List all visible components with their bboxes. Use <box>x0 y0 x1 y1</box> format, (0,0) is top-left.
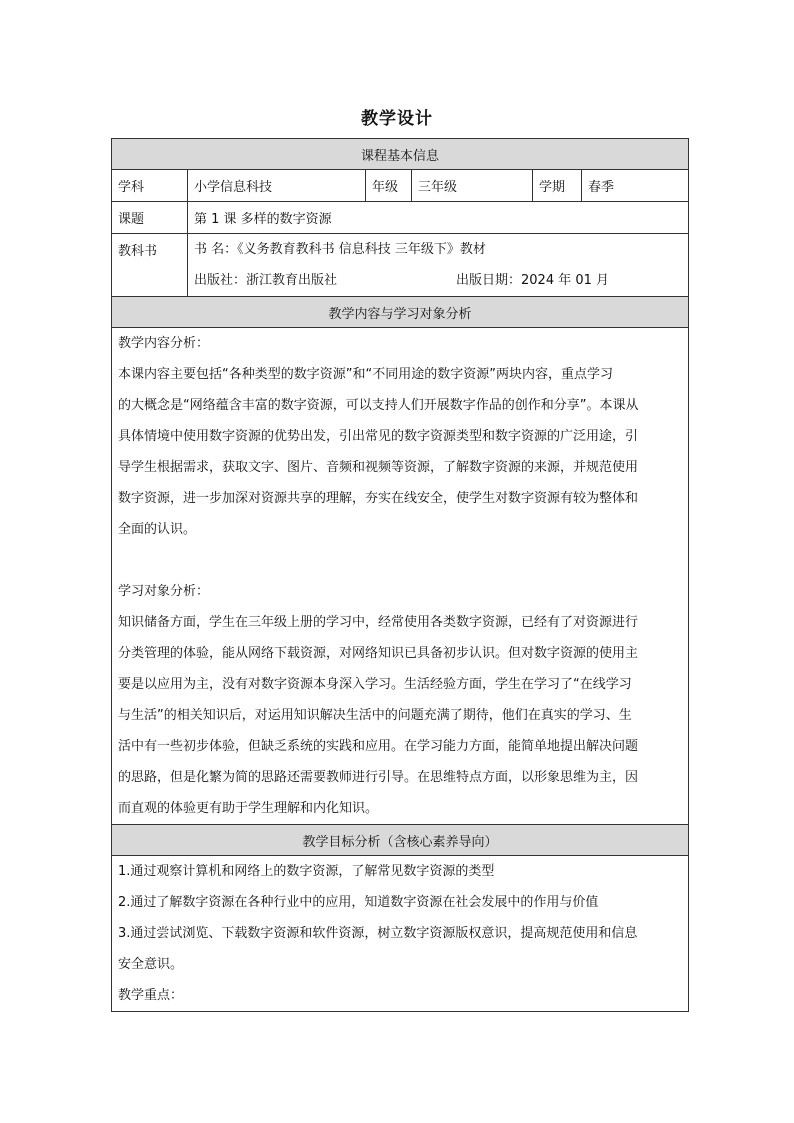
goal-line: 2.通过了解数字资源在各种行业中的应用，知道数字资源在社会发展中的作用与价值 <box>118 895 599 910</box>
learner-line: 活中有一些初步体验，但缺乏系统的实践和应用。在学习能力方面，能简单地提出解决问题 <box>118 739 639 754</box>
section-header-content-analysis: 教学内容与学习对象分析 <box>112 297 689 328</box>
goal-line: 3.通过尝试浏览、下载数字资源和软件资源，树立数字资源版权意识，提高规范使用和信息 <box>118 926 638 941</box>
page-title: 教学设计 <box>361 109 433 129</box>
publisher: 出版社：浙江教育出版社 <box>194 273 338 288</box>
goal-line: 1.通过观察计算机和网络上的数字资源，了解常见数字资源的类型 <box>118 864 495 879</box>
textbook-info <box>188 234 689 297</box>
blank-line <box>118 545 682 576</box>
content-line: 本课内容主要包括“各种类型的数字资源”和“不同用途的数字资源”两块内容，重点学习 <box>118 367 613 382</box>
textbook-label: 教科书 <box>112 234 188 297</box>
goal-line: 安全意识。 <box>118 957 184 972</box>
key-points-heading: 教学重点： <box>118 988 184 1003</box>
term-label: 学期 <box>533 170 582 202</box>
book-name: 书 名：《义务教育教科书 信息科技 三年级下》教材 <box>194 242 486 257</box>
learner-line: 而直观的体验更有助于学生理解和内化知识。 <box>118 801 379 816</box>
subject-value: 小学信息科技 <box>188 170 366 202</box>
content-line: 全面的认识。 <box>118 522 197 537</box>
learner-analysis-heading: 学习对象分析： <box>118 584 210 599</box>
learner-line: 知识储备方面，学生在三年级上册的学习中，经常使用各类数字资源，已经有了对资源进行 <box>118 615 639 630</box>
book-name-line <box>194 234 682 265</box>
learner-line: 要是以应用为主，没有对数字资源本身深入学习。生活经验方面，学生在学习了“在线学习 <box>118 677 632 692</box>
content-analysis-heading: 教学内容分析： <box>118 336 210 351</box>
publisher-line <box>194 265 682 296</box>
section-header-goal-analysis: 教学目标分析（含核心素养导向） <box>112 825 689 856</box>
analysis-cell <box>112 328 689 825</box>
content-line: 的大概念是“网络蕴含丰富的数字资源，可以支持人们开展数字作品的创作和分享”。本课从 <box>118 398 639 413</box>
term-value: 春季 <box>582 170 689 202</box>
grade-label: 年级 <box>366 170 412 202</box>
content-line: 导学生根据需求，获取文字、图片、音频和视频等资源，了解数字资源的来源，并规范使用 <box>118 460 639 475</box>
content-line: 数字资源，进一步加深对资源共享的理解，夯实在线安全，使学生对数字资源有较为整体和 <box>118 491 639 506</box>
grade-value: 三年级 <box>412 170 533 202</box>
goals-cell <box>112 856 689 1012</box>
learner-line: 与生活”的相关知识后，对运用知识解决生活中的问题充满了期待，他们在真实的学习、生 <box>118 708 632 723</box>
learner-line: 的思路，但是化繁为简的思路还需要教师进行引导。在思维特点方面，以形象思维为主，因 <box>118 770 639 785</box>
lesson-label: 课题 <box>112 202 188 234</box>
section-header-basic-info: 课程基本信息 <box>112 139 689 170</box>
lesson-value: 第 1 课 多样的数字资源 <box>188 202 689 234</box>
learner-line: 分类管理的体验，能从网络下载资源，对网络知识已具备初步认识。但对数字资源的使用主 <box>118 646 639 661</box>
content-line: 具体情境中使用数字资源的优势出发，引出常见的数字资源类型和数字资源的广泛用途，引 <box>118 429 639 444</box>
lesson-plan-table <box>111 138 689 1012</box>
subject-label: 学科 <box>112 170 188 202</box>
publish-date: 出版日期：2024 年 01 月 <box>456 273 610 288</box>
